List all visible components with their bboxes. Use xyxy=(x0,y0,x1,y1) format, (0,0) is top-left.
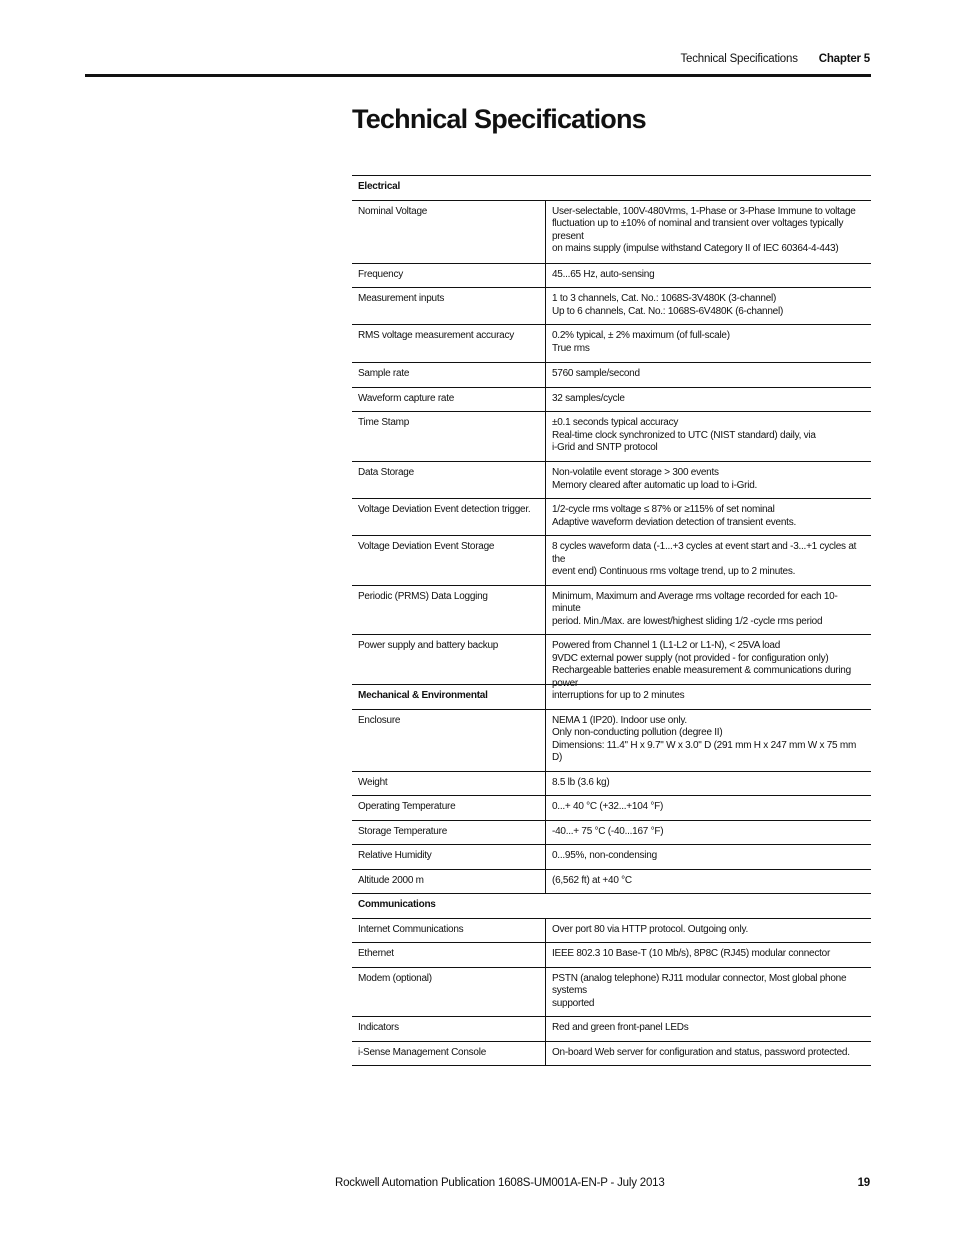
spec-label: Relative Humidity xyxy=(352,845,546,870)
spec-label: Time Stamp xyxy=(352,412,546,462)
table-row xyxy=(352,325,871,363)
table-heading: Electrical xyxy=(352,176,871,201)
spec-value-line: Powered from Channel 1 (L1-L2 or L1-N), < 25VA load xyxy=(552,640,781,651)
spec-value-line: On-board Web server for configuration and status, password protected. xyxy=(552,1046,850,1058)
spec-label: Frequency xyxy=(352,263,546,288)
spec-value xyxy=(546,967,872,1017)
spec-value-line: Red and green front-panel LEDs xyxy=(552,1022,689,1033)
spec-value xyxy=(546,1017,872,1042)
spec-value-line: (6,562 ft) at +40 °C xyxy=(552,874,632,886)
spec-value-line: NEMA 1 (IP20). Indoor use only. Only non-conducting pollution (degree II) Dimensions: 11.4" H x 9.7" W x 3.0" D (291 mm H x 247 mm W x 75 mm D) xyxy=(552,714,857,763)
spec-value-line: PSTN (analog telephone) RJ11 modular connector, Most global phone systems supported xyxy=(552,972,847,1009)
spec-value-line: User-selectable, 100V-480Vrms, 1-Phase or 3-Phase Immune to voltage fluctuation up to ±10% of nominal and transient over voltages typically present on mains supply (impulse withstand Category II of IEC 60364-4-443) xyxy=(552,205,856,254)
spec-value xyxy=(546,585,872,635)
electrical-spec-table xyxy=(352,175,871,710)
spec-value xyxy=(546,200,872,263)
spec-label: Enclosure xyxy=(352,709,546,771)
table-row xyxy=(352,869,871,894)
spec-label: Periodic (PRMS) Data Logging xyxy=(352,585,546,635)
spec-value xyxy=(546,796,872,821)
table-heading: Communications xyxy=(352,894,871,919)
spec-value xyxy=(546,387,872,412)
spec-value-line: Up to 6 channels, Cat. No.: 1068S-6V480K (6-channel) xyxy=(552,305,784,317)
spec-value xyxy=(546,771,872,796)
table-row xyxy=(352,918,871,943)
spec-value-line: 8.5 lb (3.6 kg) xyxy=(552,776,610,788)
communications-spec-table xyxy=(352,893,871,1066)
running-header xyxy=(680,53,870,65)
table-row xyxy=(352,845,871,870)
header-chapter: Chapter 5 xyxy=(818,53,870,65)
spec-value xyxy=(546,1041,872,1066)
spec-label: Modem (optional) xyxy=(352,967,546,1017)
spec-label: Data Storage xyxy=(352,462,546,499)
spec-value xyxy=(546,499,872,536)
table-row xyxy=(352,1017,871,1042)
spec-value xyxy=(546,288,872,325)
table-row xyxy=(352,363,871,388)
spec-value-line: 0...+ 40 °C (+32...+104 °F) xyxy=(552,801,664,812)
spec-label: RMS voltage measurement accuracy xyxy=(352,325,546,363)
spec-value-line: Rechargeable batteries enable measurement & communications during power interruptions for up to 2 minutes xyxy=(552,665,851,701)
spec-value xyxy=(546,845,872,870)
spec-value-line: 32 samples/cycle xyxy=(552,392,625,404)
spec-label: Internet Communications xyxy=(352,918,546,943)
header-rule xyxy=(85,74,871,77)
header-section-title: Technical Specifications xyxy=(680,53,798,65)
spec-value xyxy=(546,918,872,943)
spec-value-line: 8 cycles waveform data (-1...+3 cycles at event start and -3...+1 cycles at the event end) Continuous rms voltage trend, up to 2 minutes. xyxy=(552,541,857,577)
spec-label: Voltage Deviation Event Storage xyxy=(352,536,546,586)
spec-value-line: ±0.1 seconds typical accuracy xyxy=(552,417,679,428)
spec-value-line: IEEE 802.3 10 Base-T (10 Mb/s), 8P8C (RJ45) modular connector xyxy=(552,948,831,959)
table-row xyxy=(352,967,871,1017)
spec-value-line: Over port 80 via HTTP protocol. Outgoing only. xyxy=(552,923,749,935)
publication-info: Rockwell Automation Publication 1608S-UM001A-EN-P - July 2013 xyxy=(335,1177,665,1189)
spec-label: Power supply and battery backup xyxy=(352,635,546,710)
spec-value xyxy=(546,412,872,462)
spec-value xyxy=(546,820,872,845)
table-row xyxy=(352,412,871,462)
table-row xyxy=(352,387,871,412)
table-row xyxy=(352,943,871,968)
spec-label: Measurement inputs xyxy=(352,288,546,325)
table-row xyxy=(352,771,871,796)
spec-value-line: -40...+ 75 °C (-40...167 °F) xyxy=(552,825,664,837)
table-row xyxy=(352,796,871,821)
spec-label: Nominal Voltage xyxy=(352,200,546,263)
table-row xyxy=(352,462,871,499)
mechanical-environmental-spec-table xyxy=(352,684,871,894)
spec-value xyxy=(546,709,872,771)
page-number: 19 xyxy=(857,1177,870,1189)
spec-value-line: 0.2% typical, ± 2% maximum (of full-scale) xyxy=(552,330,730,341)
spec-value-line: 5760 sample/second xyxy=(552,368,640,379)
spec-label: Ethernet xyxy=(352,943,546,968)
spec-label: Operating Temperature xyxy=(352,796,546,821)
spec-label: Voltage Deviation Event detection trigger. xyxy=(352,499,546,536)
spec-value xyxy=(546,869,872,894)
spec-label: Waveform capture rate xyxy=(352,387,546,412)
spec-value xyxy=(546,263,872,288)
spec-value-line: 0...95%, non-condensing xyxy=(552,850,657,861)
table-row xyxy=(352,200,871,263)
table-heading: Mechanical & Environmental xyxy=(352,685,871,710)
spec-value-line: True rms xyxy=(552,342,590,354)
spec-value-line: 1 to 3 channels, Cat. No.: 1068S-3V480K (3-channel) xyxy=(552,293,777,304)
spec-value xyxy=(546,536,872,586)
spec-value-line: Minimum, Maximum and Average rms voltage recorded for each 10-minute period. Min./Max. are lowest/highest sliding 1/2 -cycle rms period xyxy=(552,590,838,627)
table-row xyxy=(352,536,871,586)
table-row xyxy=(352,820,871,845)
spec-value-line: Non-volatile event storage > 300 events Memory cleared after automatic up load to i-Grid. xyxy=(552,467,758,491)
spec-value-line: 1/2-cycle rms voltage ≤ 87% or ≥115% of set nominal Adaptive waveform deviation detection of transient events. xyxy=(552,504,796,528)
spec-value-line: Real-time clock synchronized to UTC (NIST standard) daily, via i-Grid and SNTP protocol xyxy=(552,429,816,453)
spec-value xyxy=(546,325,872,363)
table-row xyxy=(352,499,871,536)
table-row xyxy=(352,288,871,325)
page-title: Technical Specifications xyxy=(352,104,646,134)
spec-value xyxy=(546,363,872,388)
spec-label: i-Sense Management Console xyxy=(352,1041,546,1066)
spec-label: Weight xyxy=(352,771,546,796)
table-row xyxy=(352,709,871,771)
spec-value-line: 45...65 Hz, auto-sensing xyxy=(552,268,655,280)
spec-value xyxy=(546,943,872,968)
table-row xyxy=(352,1041,871,1066)
table-row xyxy=(352,585,871,635)
spec-label: Storage Temperature xyxy=(352,820,546,845)
spec-label: Indicators xyxy=(352,1017,546,1042)
spec-label: Sample rate xyxy=(352,363,546,388)
spec-value-line: 9VDC external power supply (not provided - for configuration only) xyxy=(552,652,829,664)
spec-label: Altitude 2000 m xyxy=(352,869,546,894)
table-row xyxy=(352,263,871,288)
spec-value xyxy=(546,462,872,499)
